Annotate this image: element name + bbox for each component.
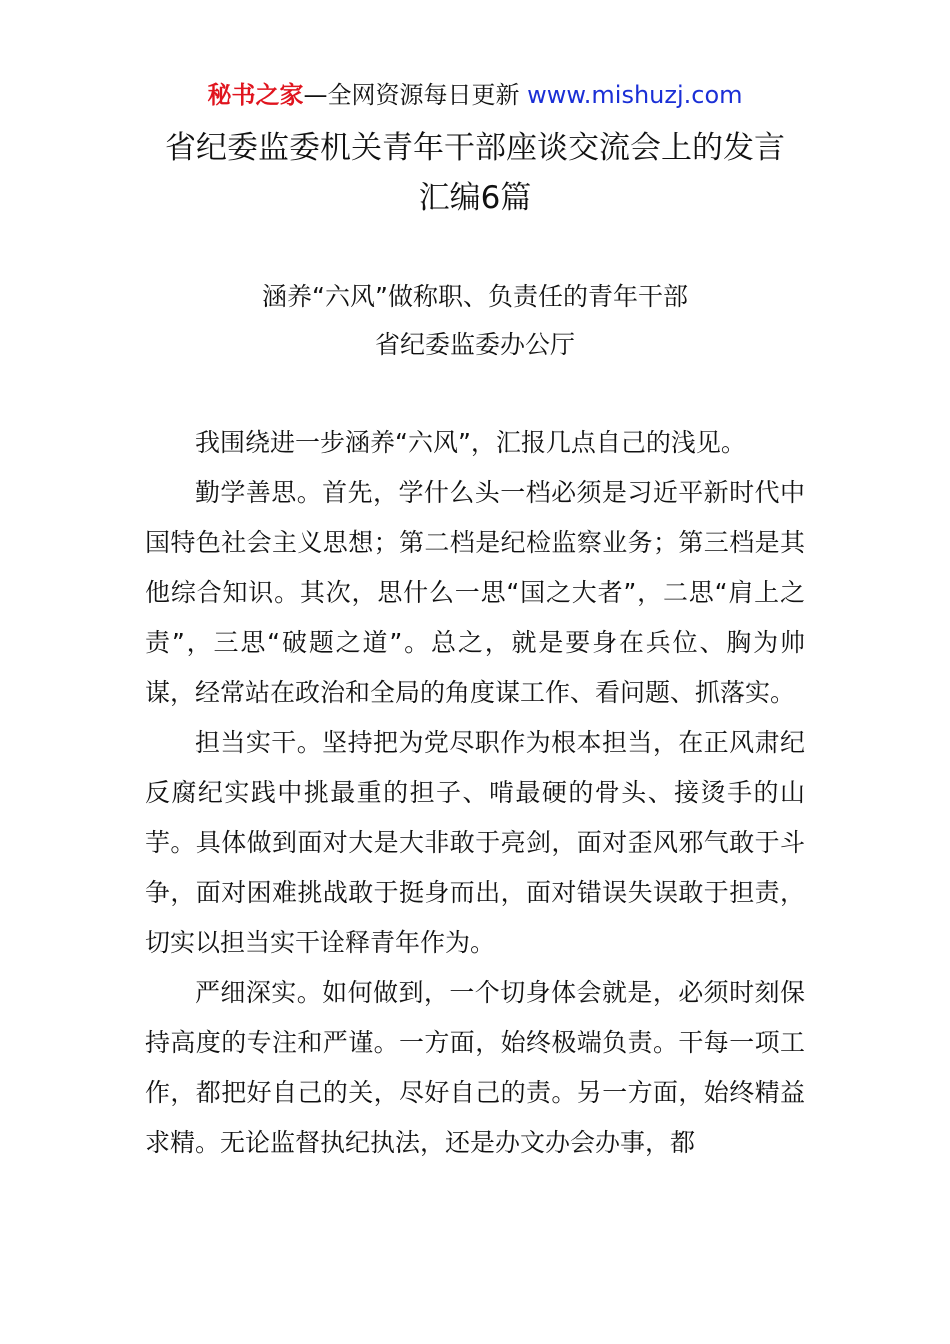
article-title: 涵养“六风”做称职、负责任的青年干部: [262, 282, 688, 311]
paragraph: 担当实干。坚持把为党尽职作为根本担当，在正风肃纪反腐纪实践中挑最重的担子、啃最硬的骨头、接烫手的山芋。具体做到面对大是大非敢于亮剑，面对歪风邪气敢于斗争，面对困难挑战敢于挺身而出，面对错误失误敢于担责，切实以担当实干诠释青年作为。: [145, 728, 805, 957]
article-department: 省纪委监委办公厅: [374, 330, 575, 359]
site-brand: 秘书之家: [207, 81, 304, 109]
site-url-link[interactable]: www.mishuzj.com: [527, 81, 743, 109]
article-body: [145, 418, 805, 1168]
document-title-line-2: 汇编6篇: [418, 180, 532, 216]
paragraph: 我围绕进一步涵养“六风”，汇报几点自己的浅见。: [195, 428, 746, 457]
paragraph: 严细深实。如何做到，一个切身体会就是，必须时刻保持高度的专注和严谨。一方面，始终极端负责。干每一项工作，都把好自己的关，尽好自己的责。另一方面，始终精益求精。无论监督执纪执法，还是办文办会办事，都: [145, 978, 805, 1157]
paragraph: 勤学善思。首先，学什么头一档必须是习近平新时代中国特色社会主义思想；第二档是纪检监察业务；第三档是其他综合知识。其次，思什么一思“国之大者”，二思“肩上之责”，三思“破题之道”。总之，就是要身在兵位、胸为帅谋，经常站在政治和全局的角度谋工作、看问题、抓落实。: [145, 478, 805, 707]
site-header: [0, 78, 950, 112]
site-tagline: —全网资源每日更新: [303, 81, 528, 109]
document-title-line-1: 省纪委监委机关青年干部座谈交流会上的发言: [165, 130, 785, 166]
